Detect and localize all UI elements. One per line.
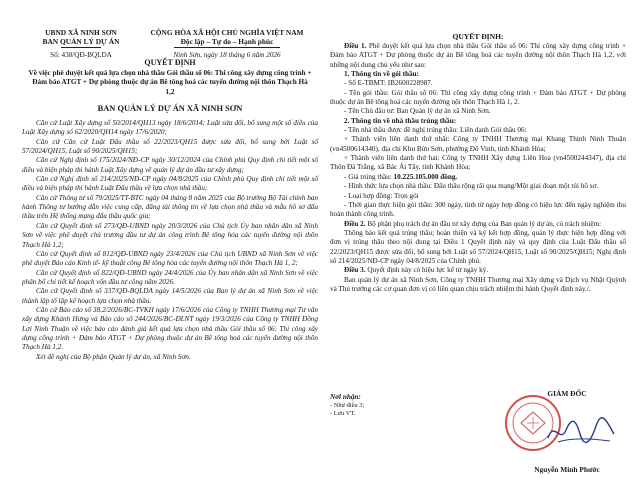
nation-line-2: Độc lập – Tự do – Hạnh phúc <box>180 37 274 46</box>
article-line: Điều 2. Bộ phận phụ trách dự án đầu tư xây dựng của Ban quản lý dự án, có trách nhiệm: <box>344 219 602 228</box>
signer-title: GIÁM ĐỐC <box>547 389 587 398</box>
issuer-heading: BAN QUẢN LÝ DỰ ÁN XÃ NINH SƠN <box>97 104 243 114</box>
right-column <box>330 0 626 294</box>
nation-line-1: CỘNG HÒA XÃ HỘI CHỦ NGHĨA VIỆT NAM <box>150 28 304 37</box>
motto-underline <box>174 47 280 48</box>
article-line: Điều 3. Quyết định này có hiệu lực kể từ ngày ký. <box>344 266 489 275</box>
legal-basis-item: Căn cứ Quyết định số 273/QĐ-UBND ngày 20/3/2026 của Chủ tịch Ủy ban nhân dân xã Ninh Sơn về việc phê duyệt chủ trương đầu tư dự án công trình Bê tông hóa các tuyến đường nội thôn Thạch Hà 1,2; <box>22 221 318 249</box>
recipient-item: - Như điều 3; <box>330 402 365 410</box>
agency-underline <box>61 47 101 48</box>
article-line: 2. Thông tin về nhà thầu trúng thầu: <box>344 116 457 125</box>
left-column <box>22 0 318 362</box>
legal-basis-item: Căn cứ Quyết định số 822/QĐ-UBND ngày 24/4/2026 của Ủy ban nhân dân xã Ninh Sơn về việc phân bổ chi tiết kế hoạch vốn đầu tư công năm 2026. <box>22 268 318 286</box>
article-line: 1. Thông tin về gói thầu: <box>344 70 419 79</box>
legal-basis-item: Căn cứ Báo cáo số 38.2/2026/BC-TVKH ngày 17/6/2026 của Công ty TNHH Thương mại Tư vấn xây dựng Khánh Hưng và Báo cáo số 244/2026/BC-ĐLNT ngày 19/3/2026 của Công ty TNHH Đồng Lợi Ninh Thuận về việc báo cáo đánh giá kết quả lựa chọn nhà thầu Gói thầu số 06: Thi công xây dựng công trình + Đảm bảo ATGT + Dự phòng thuộc dự án Bê tông hoá các tuyến đường nội thôn Thạch Hà 1,2. <box>22 305 318 352</box>
article-line: - Tên Chủ đầu tư: Ban Quản lý dự án xã Ninh Sơn. <box>344 107 491 116</box>
agency-line-1: UBND XÃ NINH SƠN <box>45 28 117 37</box>
article-line: - Giá trúng thầu: 10.225.105.000 đồng. <box>344 172 458 181</box>
article-line: - Tên gói thầu: Gói thầu số 06: Thi công xây dựng công trình + Đảm bảo ATGT + Dự phòng thuộc dự án Bê tông hoá các tuyến đường nội thôn Thạch Hà 1, 2. <box>330 88 626 107</box>
signature-block <box>508 389 626 474</box>
legal-basis-list <box>22 119 318 362</box>
legal-basis-item: Căn cứ Quyết định số 812/QĐ-UBND ngày 23/4/2026 của Chủ tịch UBND xã Ninh Sơn về việc phê duyệt Báo cáo Kinh tế- kỹ thuật công Bê tông hóa các tuyến đường nội thôn Thạch Hà 1, 2; <box>22 249 318 268</box>
legal-basis-item: Xét đề nghị của Bộ phận Quản lý dự án, xã Ninh Sơn. <box>36 352 191 361</box>
legal-basis-item: Căn cứ Luật Xây dựng số 50/2014/QH13 ngày 18/6/2014; Luật sửa đổi, bổ sung một số điều của Luật Xây dựng số 62/2020/QH14 ngày 17/6/2020; <box>22 119 318 137</box>
recipients-title: Nơi nhận: <box>330 393 361 401</box>
recipients-block <box>330 393 470 418</box>
agency-line-2: BAN QUẢN LÝ DỰ ÁN <box>42 37 120 46</box>
legal-basis-item: Căn cứ Thông tư số 79/2025/TT-BTC ngày 04 tháng 8 năm 2025 của Bộ trưởng Bộ Tài chính ban hành Thông tư hướng dẫn việc cung cấp, đăng tải thông tin về lựa chọn nhà thầu và mẫu hồ sơ đấu thầu trên Hệ thống mạng đấu thầu quốc gia; <box>22 193 318 221</box>
article-line: + Thành viên liên danh thứ nhất: Công ty TNHH Thương mại Khang Thịnh Ninh Thuận (vn4500614340), địa chỉ Khu Bửu Sơn, phường Đô Vinh, tỉnh Khánh Hòa; <box>330 135 626 153</box>
document-header <box>22 0 318 59</box>
decision-title: QUYẾT ĐỊNH <box>144 58 196 67</box>
article-line: - Hình thức lựa chọn nhà thầu: Đấu thầu rộng rãi qua mạng/Một giai đoạn một túi hồ sơ. <box>344 182 599 191</box>
article-line: Ban quản lý dự án xã Ninh Sơn, Công ty TNHH Thương mại Xây dựng và Dịch vụ Nhật Quỳnh và Thủ trưởng các cơ quan đơn vị có liên quan chịu trách nhiệm thi hành Quyết định này./. <box>330 275 626 293</box>
signer-name: Nguyễn Minh Phước <box>534 465 600 474</box>
legal-basis-item: Căn cứ Quyết định số 337/QĐ-BQLDA ngày 14/5/2026 của Ban lý dự án xã Ninh Sơn về việc thành lập tổ lập kế hoạch lựa chọn nhà thầu. <box>22 287 318 305</box>
document-number: Số: 438/QĐ-BQLDA <box>50 51 112 59</box>
article-line: + Thành viên liên danh thứ hai: Công ty TNHH Xây dựng Liên Hoa (vn4500244347), địa chỉ Thôn Đá Trắng, xã Bác Ái Tây, tỉnh Khánh Hòa; <box>330 154 626 172</box>
article-line: Thông báo kết quả trúng thầu; hoàn thiện và ký kết hợp đồng, quản lý thực hiện hợp đồng với đơn vị trúng thầu theo nội dung tại Điều 1 Quyết định này và quy định của Luật Đấu thầu số 22/2023/QH15 được sửa đổi, bổ sung bởi Luật số 57/2024/QH15, Luật số 90/2025/QH15; Nghị định số 214/2025/NĐ-CP ngày 04/8/2025 của Chính phủ. <box>330 228 626 265</box>
legal-basis-item: Căn cứ Căn cứ Luật Đấu thầu số 22/2023/QH15 được sửa đổi, bổ sung bởi Luật số 57/2024/QH15, Luật số 90/2025/QH15; <box>22 137 318 156</box>
recipient-item: - Lưu VT. <box>330 410 356 418</box>
legal-basis-item: Căn cứ Nghị định số 175/2024/NĐ-CP ngày 30/12/2024 của Chính phủ Quy định chi tiết một số điều và biện pháp thi hành Luật Xây dựng về quản lý dự án đầu tư xây dựng; <box>22 156 318 174</box>
article-line: Điều 1. Phê duyệt kết quả lựa chọn nhà thầu Gói thầu số 06: Thi công xây dựng công trình + Đảm bảo ATGT + Dự phòng thuộc dự án Bê tông hoá các tuyến đường nội thôn Thạch Hà 1,2, với những nội dung chủ yếu như sau: <box>330 42 626 69</box>
place-date: Ninh Sơn, ngày 18 tháng 6 năm 2026 <box>173 51 281 59</box>
decision-articles <box>330 42 626 294</box>
article-line: - Thời gian thực hiện gói thầu: 300 ngày, tính từ ngày hợp đồng có hiệu lực đến ngày nghiệm thu hoàn thành công trình. <box>330 200 626 219</box>
decision-heading: QUYẾT ĐỊNH: <box>452 32 504 41</box>
issuing-agency-block <box>22 28 140 60</box>
national-motto-block <box>134 28 320 60</box>
decision-subject: Về việc phê duyệt kết quả lựa chọn nhà thầu Gói thầu số 06: Thi công xây dựng công trình + Đảm bảo ATGT + Dự phòng thuộc dự án Bê tông hoá các tuyến đường nội thôn Thạch Hà 1,2 <box>28 69 312 96</box>
article-line: - Số E-TBMT: IB2600228987. <box>344 79 433 88</box>
article-line: - Loại hợp đồng: Trọn gói <box>344 191 419 200</box>
article-line: - Tên nhà thầu được đề nghị trúng thầu: Liên danh Gói thầu 06: <box>344 126 527 135</box>
legal-basis-item: Căn cứ Nghị định số 214/2025/NĐ-CP ngày 04/8/2025 của Chính phủ Quy định chi tiết một số điều và biện pháp thi hành Luật Đấu thầu về lựa chọn nhà thầu; <box>22 175 318 193</box>
